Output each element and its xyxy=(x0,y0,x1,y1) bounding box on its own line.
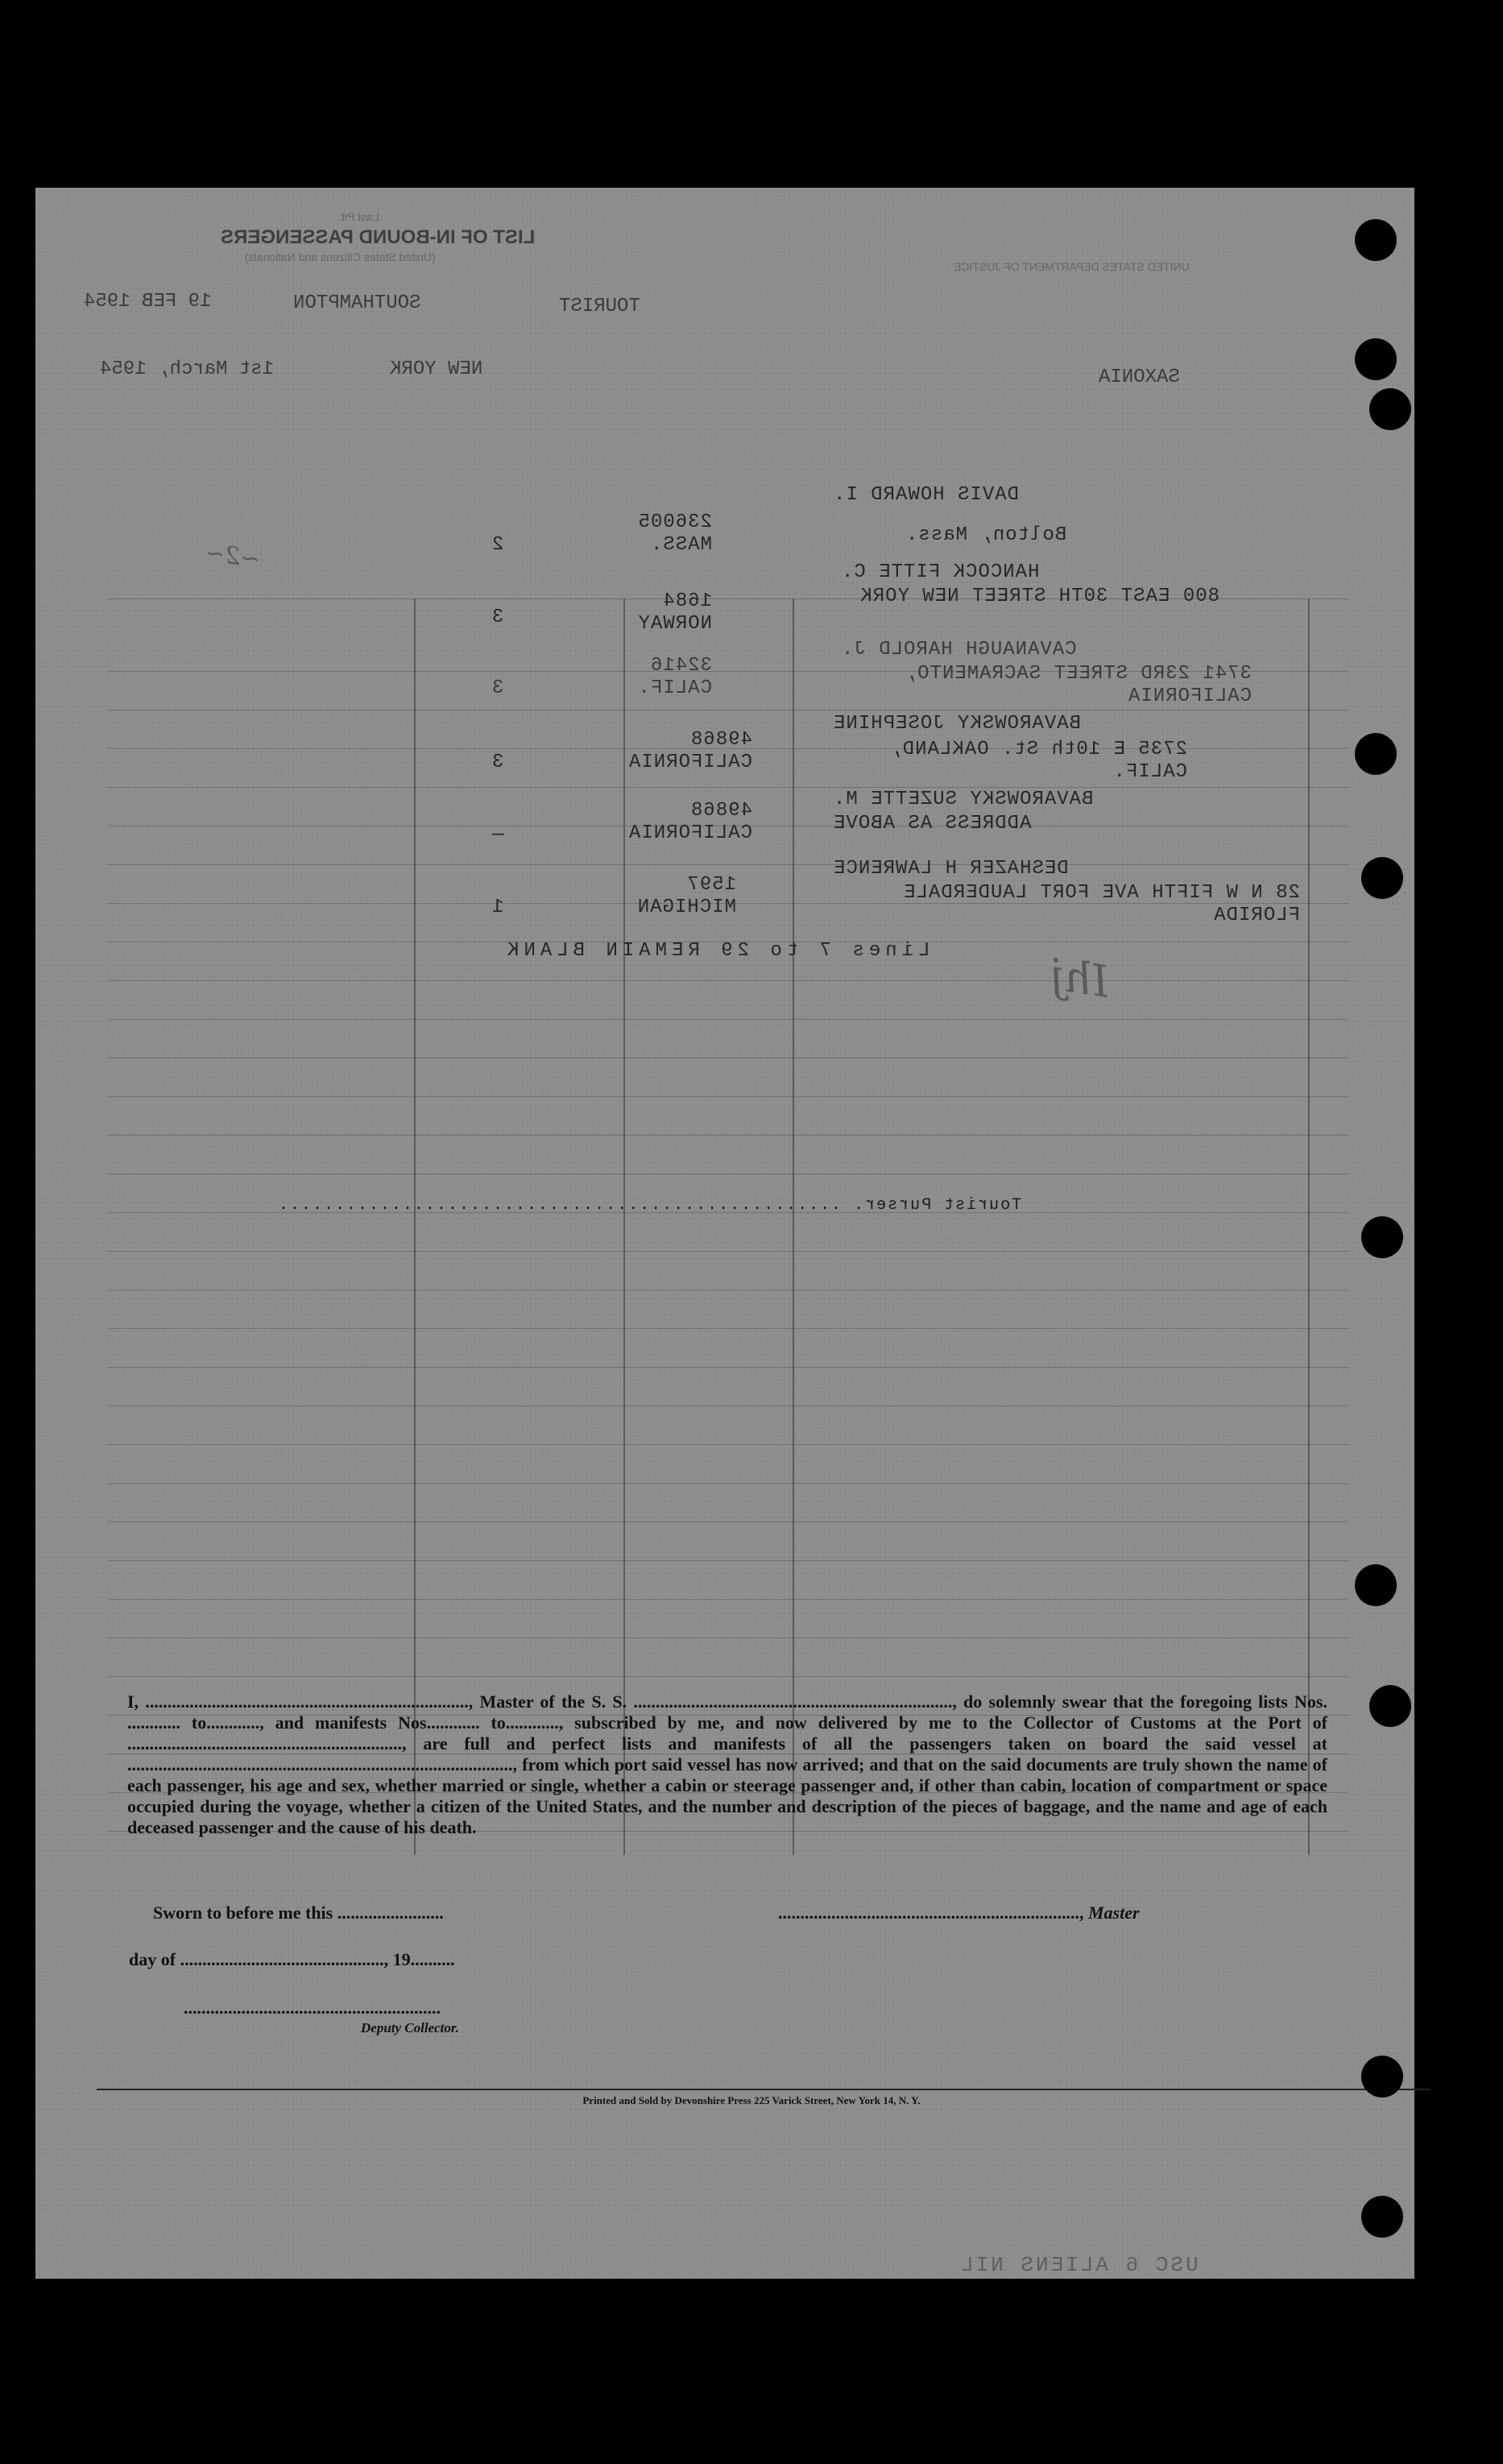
passport-number: 49868 CALIFORNIA xyxy=(627,800,752,844)
handwritten-mark: ~2~ xyxy=(202,538,263,574)
passenger-name: BAVAROWSKY JOSEPHINE xyxy=(833,713,1082,735)
sworn-label: Sworn to before me this ........................ xyxy=(153,1903,444,1923)
binder-hole xyxy=(1369,1685,1411,1727)
binder-hole xyxy=(1369,388,1411,430)
passenger-class: TOURIST xyxy=(559,296,640,317)
passenger-name: DAVIS HOWARD I. xyxy=(833,484,1020,506)
baggage-count: 2 xyxy=(491,534,504,556)
binder-hole xyxy=(1361,2056,1403,2098)
passenger-address: Bolton, Mass. xyxy=(905,524,1067,546)
passenger-table xyxy=(108,598,1348,1855)
purser-title: Tourist Purser. xyxy=(852,1196,1022,1215)
passenger-address: ADDRESS AS ABOVE xyxy=(833,813,1032,834)
passenger-name: HANCOCK FITTE C. xyxy=(841,561,1040,583)
master-oath xyxy=(127,1692,1327,1838)
passenger-address: 3741 23RD STREET SACRAMENTO, CALIFORNIA xyxy=(904,663,1252,707)
year-prefix: 19 xyxy=(392,1949,411,1969)
printer-imprint: Printed and Sold by Devonshire Press 225 Varick Street, New York 14, N. Y. xyxy=(582,2094,921,2106)
binder-hole xyxy=(1355,1564,1397,1606)
binder-hole xyxy=(1355,219,1397,261)
master-signature-line: ...................................................................., Master xyxy=(778,1903,1140,1923)
sworn-text: Sworn to before me this xyxy=(153,1903,333,1923)
baggage-count: 1 xyxy=(491,897,504,918)
deputy-label: Deputy Collector. xyxy=(361,2020,459,2035)
deputy-signature-line: .......................................................... xyxy=(184,1998,441,2018)
passenger-name: BAVAROWSKY SUZETTE M. xyxy=(833,789,1094,810)
footer-rule xyxy=(97,2089,1431,2090)
sailing-date: 19 FEB 1954 xyxy=(84,291,212,313)
purser-signature-line: Tourist Purser. .................................................. xyxy=(277,1196,1022,1215)
master-label: Master xyxy=(1088,1903,1140,1923)
passport-number: 32416 CALIF. xyxy=(637,655,712,699)
passport-number: 236005 MASS. xyxy=(637,511,712,556)
baggage-count: 3 xyxy=(491,677,504,699)
list-title: LIST OF IN-BOUND PASSENGERS xyxy=(221,226,536,248)
passenger-name: CAVANAUGH HAROLD J. xyxy=(841,639,1077,661)
list-subtitle: (United States Citizens and Nationals) xyxy=(245,251,436,263)
binder-hole xyxy=(1361,2196,1403,2238)
passport-number: 1684 NORWAY xyxy=(637,590,712,635)
binder-hole xyxy=(1361,857,1403,899)
passport-number: 49868 CALIFORNIA xyxy=(627,729,752,773)
oath-paragraph: I, ........................................................................., Master of the S. S. ........................................................................, do solemnly swear that the foregoing lists Nos. ............ to............, and manifests Nos............ to............, subscribed by me, and now delivered by me to the Collector of Customs at the Port of .............................................................., are full and perfect lists and manifests of all the passengers taken on board the said vessel at ......................................................................................., from which port said vessel has now arrived; and that on the said documents are truly shown the name of each passenger, his age and sex, whether married or single, whether a cabin or steerage passenger and, if other than cabin, location of compartment or space occupied during the voyage, whether a citizen of the United States, and the number and description of the pieces of baggage, and the name and age of each deceased passenger and the cause of his death. xyxy=(127,1692,1327,1837)
baggage-count: 3 xyxy=(491,752,504,773)
vessel-name: SAXONIA xyxy=(1099,366,1180,388)
form-label: Last Pit xyxy=(342,210,379,223)
binder-hole xyxy=(1355,733,1397,775)
passenger-name: DESHAZER H LAWRENCE xyxy=(833,858,1069,880)
from-port: SOUTHAMPTON xyxy=(293,292,421,314)
handwritten-initials: Ihj xyxy=(1046,949,1112,1008)
binder-hole xyxy=(1361,1216,1403,1258)
baggage-count: — xyxy=(491,824,504,846)
day-of-text: day of xyxy=(129,1949,176,1969)
passenger-address: 800 EAST 30TH STREET NEW YORK xyxy=(859,586,1219,607)
passenger-address: 28 N W FIFTH AVE FORT LAUDERDALE FLORIDA xyxy=(903,882,1300,926)
archive-stamp: USC 6 ALIENS NIL xyxy=(959,2253,1199,2277)
baggage-count: 3 xyxy=(491,607,504,628)
arrival-date: 1st March, 1954 xyxy=(100,358,275,380)
day-of-line: day of .............................................., 19.......... xyxy=(129,1949,455,1969)
blank-lines-note: Lines 7 to 29 REMAIN BLANK xyxy=(503,940,930,962)
passenger-address: 2735 E 10th St. OAKLAND, CALIF. xyxy=(889,739,1187,783)
binder-hole xyxy=(1355,338,1397,380)
passport-number: 1597 MICHIGAN xyxy=(636,874,736,918)
arrival-port: NEW YORK xyxy=(390,358,483,380)
bureau-label: UNITED STATES DEPARTMENT OF JUSTICE xyxy=(954,260,1190,273)
